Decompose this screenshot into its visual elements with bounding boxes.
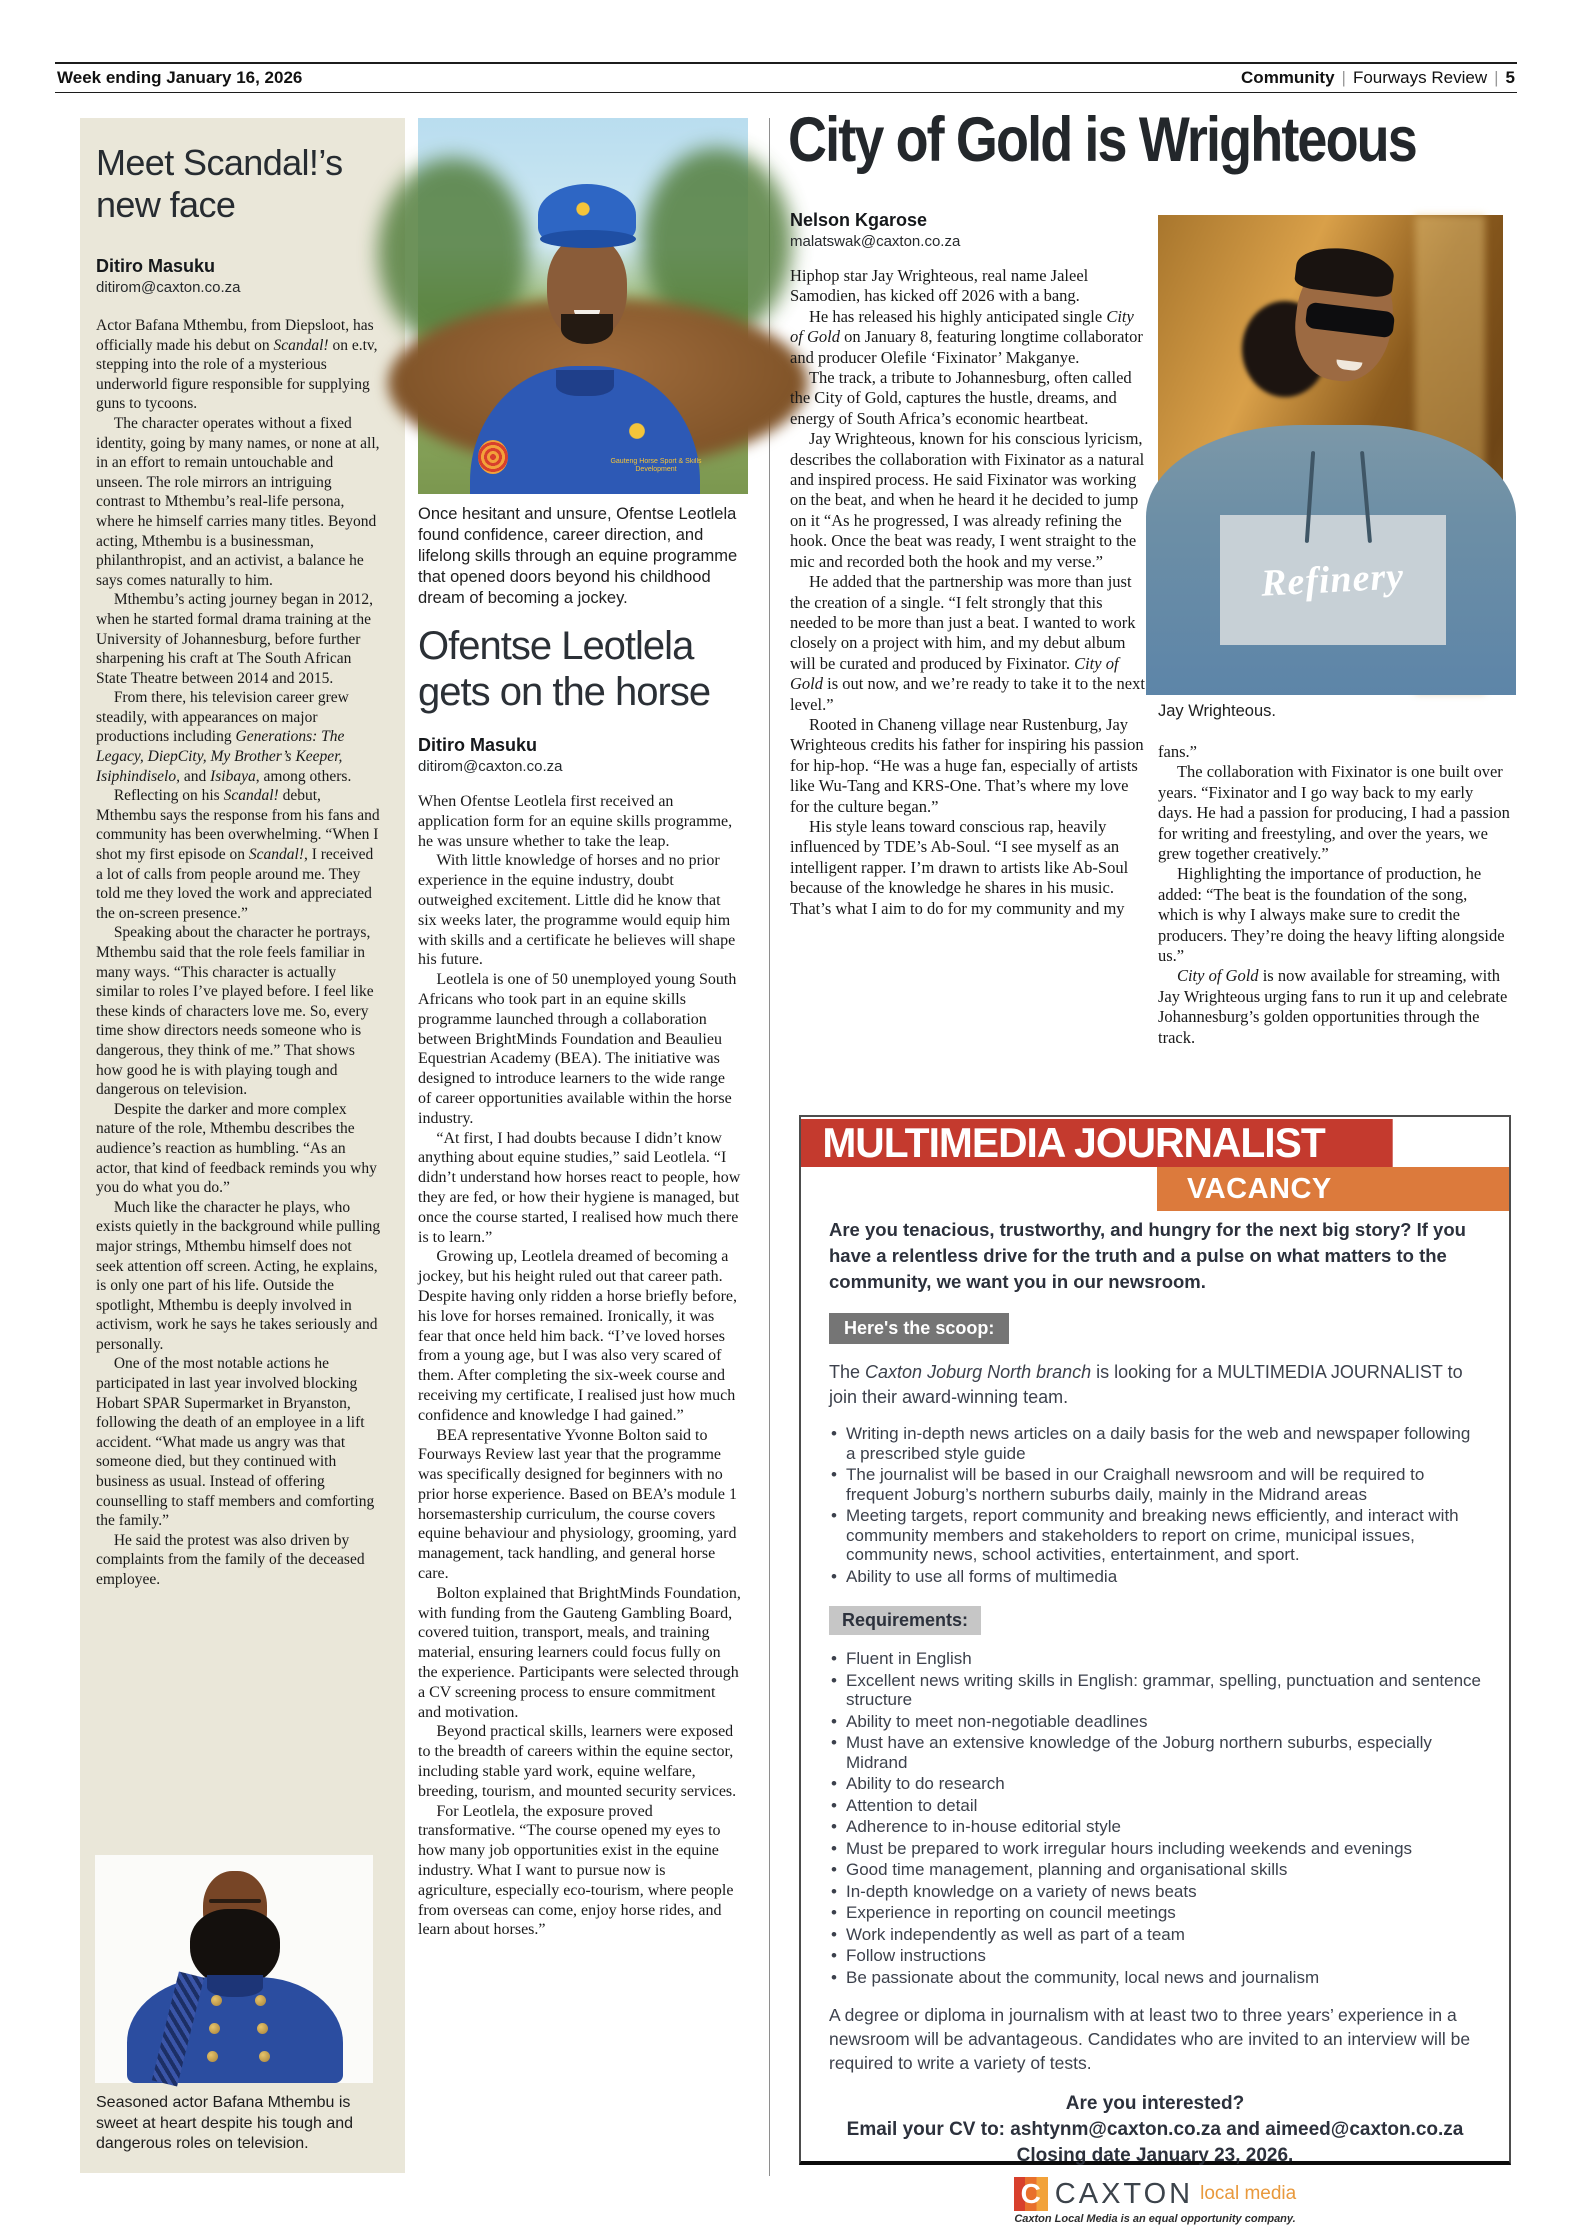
article-city-column-2 xyxy=(1158,742,1510,1072)
article-paragraph: Reflecting on his Scandal! debut, Mthembu says the response from his fans and community has been overwhelming. “When I shot my first episode on Scandal!, I received a lot of calls from people around me. They told me they loved the work and appreciated the on-screen presence.” xyxy=(96,787,380,922)
article-paragraph: He said the protest was also driven by complaints from the family of the deceased employee. xyxy=(96,1531,365,1588)
caxton-logo-letter: C xyxy=(1020,2178,1041,2209)
requirement-item: • Fluent in English xyxy=(829,1649,1481,1669)
article-paragraph: For Leotlela, the exposure proved transformative. “The course opened my eyes to how many job opportunities exist in the equine industry. What I want to pursue now is agriculture, especially eco-tourism, where people from overseas can come, enjoy horse rides, and learn about horses.” xyxy=(418,1802,734,1939)
ad-duties-list xyxy=(829,1424,1481,1586)
article-paragraph: Speaking about the character he portrays, Mthembu said that the role feels familiar in many ways. “This character is actually similar to roles I’ve played before. I feel like these kinds of characters love me. So, every time show directors needs someone who is dangerous, they think of me.” That shows how good he is with playing tough and dangerous on television. xyxy=(96,924,374,1099)
byline-author: Ditiro Masuku xyxy=(418,735,538,755)
article-paragraph: The collaboration with Fixinator is one built over years. “Fixinator and I go way back to my early days. He had a passion for producing, I had a passion for writing and freestyling, and over the years, we grew together creatively.” xyxy=(1158,762,1510,864)
article-paragraph: When Ofentse Leotlela first received an application form for an equine skills programme, he was unsure whether to take the leap. xyxy=(418,793,733,850)
caxton-local-media-label: local media xyxy=(1200,2183,1297,2204)
requirement-item: • Must have an extensive knowledge of the Joburg northern suburbs, especially Midrand xyxy=(829,1733,1481,1772)
duty-item: • The journalist will be based in our Craighall newsroom and will be required to frequent Joburg’s northern suburbs daily, mainly in the Midrand areas xyxy=(829,1465,1481,1504)
article-paragraph: The track, a tribute to Johannesburg, often called the City of Gold, captures the hustle, dreams, and energy of South Africa’s economic heartbeat. xyxy=(790,368,1132,428)
jacket-button xyxy=(259,2051,270,2062)
requirement-item: • Must be prepared to work irregular hours including weekends and evenings xyxy=(829,1839,1481,1859)
ad-contact-block xyxy=(829,2091,1481,2169)
header-pipe: | xyxy=(1494,68,1499,87)
sleeve-patch-icon xyxy=(478,440,508,474)
hoodie-brand-text: Refinery xyxy=(1260,555,1406,605)
jacket-button xyxy=(207,2051,218,2062)
article-paragraph: Hiphop star Jay Wrighteous, real name Jaleel Samodien, has kicked off 2026 with a bang. xyxy=(790,266,1089,306)
header-folio xyxy=(1241,68,1515,88)
header-top-rule xyxy=(55,62,1517,64)
byline-email: ditirom@caxton.co.za xyxy=(96,279,241,296)
vacancy-ad xyxy=(799,1115,1511,2225)
article-scandal-title: Meet Scandal!’s new face xyxy=(96,142,343,225)
jacket-button xyxy=(209,2023,220,2034)
article-city-title: City of Gold is Wrighteous xyxy=(788,105,1416,176)
article-paragraph: fans.” xyxy=(1158,742,1197,761)
bafana-mthembu-photo xyxy=(95,1855,373,2083)
article-paragraph: Highlighting the importance of production, he added: “The beat is the foundation of the song, which is why I always make sure to credit the producers. They’re doing the heavy lifting alongside us.” xyxy=(1158,864,1505,966)
article-city-column-1 xyxy=(790,266,1146,1066)
requirement-item: • Attention to detail xyxy=(829,1796,1481,1816)
requirement-item: • Adherence to in-house editorial style xyxy=(829,1817,1481,1837)
article-equine-body xyxy=(418,792,742,2104)
ad-requirements-list xyxy=(829,1649,1481,1987)
ad-intro-text: Are you tenacious, trustworthy, and hungry for the next big story? If you have a relentless drive for the truth and a pulse on what matters to the community, we want you in our newsroom. xyxy=(829,1219,1466,1292)
ofentse-beard-shape xyxy=(561,314,613,344)
requirement-item: • Excellent news writing skills in English: grammar, spelling, punctuation and sentence structure xyxy=(829,1671,1481,1710)
article-equine-title: Ofentse Leotlela gets on the horse xyxy=(418,624,711,714)
header-section: Community xyxy=(1241,68,1335,87)
article-paragraph: He added that the partnership was more than just the creation of a single. “I felt strongly that this needed to be more than just a beat. I wanted to work closely on a project with him, and my debut album will be curated and produced by Fixinator. City of Gold is out now, and we’re ready to take it to the next level.” xyxy=(790,572,1145,714)
ofentse-collar-shape xyxy=(556,370,614,396)
cap-logo-icon xyxy=(572,198,594,220)
ad-title-banner: MULTIMEDIA JOURNALIST xyxy=(801,1119,1393,1167)
jacket-button xyxy=(257,2023,268,2034)
article-paragraph: Bolton explained that BrightMinds Foundation, with funding from the Gauteng Gambling Board, covered tuition, transport, meals, and training material, ensuring learners could focus fully on the experience. Participants were selected through a CV screening process to ensure commitment and motivation. xyxy=(418,1584,741,1721)
ad-closing-line: Closing date January 23, 2026. xyxy=(1016,2145,1294,2166)
article-paragraph: Actor Bafana Mthembu, from Diepsloot, has officially made his debut on Scandal! on e.tv, stepping into the role of a mysterious underworld figure responsible for supplying guns to tycoons. xyxy=(96,317,378,413)
requirement-item: • Ability to do research xyxy=(829,1774,1481,1794)
requirement-item: • Experience in reporting on council meetings xyxy=(829,1903,1481,1923)
article-paragraph: “At first, I had doubts because I didn’t know anything about equine studies,” said Leotlela. “I didn’t understand how horses react to people, how they are fed, or how their hygiene is managed, but once the course started, I realised how much there is to learn.” xyxy=(418,1129,741,1246)
header-pipe: | xyxy=(1341,68,1346,87)
jay-wrighteous-photo xyxy=(1158,215,1503,693)
ofentse-leotlela-photo xyxy=(418,118,748,494)
caxton-logo-icon xyxy=(1014,2177,1048,2211)
ad-body xyxy=(801,1117,1509,2225)
article-paragraph: With little knowledge of horses and no prior experience in the equine industry, doubt outweighed excitement. Little did he know that six weeks later, the programme would equip him with skills and a certificate he believes will shape his future. xyxy=(418,852,736,969)
header-date: Week ending January 16, 2026 xyxy=(57,68,303,87)
bafana-glasses-shape xyxy=(209,1899,261,1903)
byline-block xyxy=(96,256,387,296)
ad-interested-heading: Are you interested? xyxy=(1065,2093,1245,2114)
requirement-item: • Follow instructions xyxy=(829,1946,1481,1966)
shirt-logo-icon xyxy=(624,418,650,444)
header-publication: Fourways Review xyxy=(1352,68,1488,87)
article-paragraph: The character operates without a fixed identity, going by many names, or none at all, in an effort to remain untouchable and unseen. The role mirrors an intriguing contrast to Mthembu’s real-life persona, where he himself carries many titles. Beyond acting, Mthembu is a businessman, philanthropist, and an activist, a balance he says comes naturally to him. xyxy=(96,414,380,589)
article-paragraph: His style leans toward conscious rap, heavily influenced by TDE’s Ab-Soul. “I see myself as an intelligent rapper. I’m drawn to artists like Ab-Soul because of the knowledge he shares in his music. That’s what I aim to do for my community and my xyxy=(790,816,1129,918)
ad-outro-text: A degree or diploma in journalism with at least two to three years’ experience in a newsroom will be advantageous. Candidates who are invited to an interview will be required to write a variety of tests. xyxy=(829,2005,1471,2073)
ad-email-line: Email your CV to: ashtynm@caxton.co.za and aimeed@caxton.co.za xyxy=(846,2119,1464,2140)
bafana-photo-caption: Seasoned actor Bafana Mthembu is sweet at heart despite his tough and dangerous roles on television. xyxy=(96,2094,354,2152)
article-paragraph: City of Gold is now available for streaming, with Jay Wrighteous urging fans to run it up and celebrate Johannesburg’s golden opportunities through the track. xyxy=(1158,966,1508,1047)
jay-photo-caption: Jay Wrighteous. xyxy=(1158,702,1276,720)
requirement-item: • Ability to meet non-negotiable deadlines xyxy=(829,1712,1481,1732)
jay-hoodie-panel-shape xyxy=(1220,515,1446,645)
requirement-item: • Good time management, planning and organisational skills xyxy=(829,1860,1481,1880)
caxton-logo xyxy=(829,2177,1481,2211)
duty-item: • Ability to use all forms of multimedia xyxy=(829,1567,1481,1587)
ad-scoop-label: Here's the scoop: xyxy=(829,1313,1009,1344)
ad-vacancy-banner: VACANCY xyxy=(1157,1167,1509,1211)
header-bottom-rule xyxy=(55,92,1517,93)
article-equine xyxy=(418,118,748,2104)
byline-email: malatswak@caxton.co.za xyxy=(790,233,961,250)
article-paragraph: BEA representative Yvonne Bolton said to Fourways Review last year that the programme was specifically designed for beginners with no prior horse experience. Based on BEA’s module 1 horsemastership curriculum, the course covers equine behaviour and physiology, grooming, yard management, tack handling, and general horse care. xyxy=(418,1426,738,1583)
article-paragraph: Much like the character he plays, who exists quietly in the background while pulling major strings, Mthembu himself does not seek attention off screen. Acting, he explains, is only one part of his life. Outside the spotlight, Mthembu is deeply involved in activism, work he says he takes seriously and personally. xyxy=(96,1198,381,1353)
requirement-item: • Be passionate about the community, local news and journalism xyxy=(829,1968,1481,1988)
article-paragraph: Despite the darker and more complex nature of the role, Mthembu describes the audience’s reaction as humbling. “As an actor, that kind of feedback reminds you why you do what you do.” xyxy=(96,1100,377,1197)
article-paragraph: Beyond practical skills, learners were exposed to the breadth of careers within the equine sector, including stable yard work, equine welfare, breeding, tourism, and mounted security services. xyxy=(418,1723,737,1800)
byline-block xyxy=(418,735,748,775)
ofentse-photo-caption: Once hesitant and unsure, Ofentse Leotlela found confidence, career direction, and lifelong skills through an equine programme that opened doors beyond his childhood dream of becoming a jockey. xyxy=(418,505,738,607)
header-page-number: 5 xyxy=(1505,68,1515,87)
ad-scoop-paragraph: The Caxton Joburg North branch is looking for a MULTIMEDIA JOURNALIST to join their award-winning team. xyxy=(829,1362,1463,1407)
article-paragraph: Rooted in Chaneng village near Rustenburg, Jay Wrighteous credits his father for inspiring his passion for hip-hop. “He was a huge fan, especially of artists like Wu-Tang and KRS-One. That’s where my love for the culture began.” xyxy=(790,714,1144,816)
article-paragraph: From there, his television career grew steadily, with appearances on major productions including Generations: The Legacy, DiepCity, My Brother’s Keeper, Isiphindiselo, and Isibaya, among others. xyxy=(96,689,352,785)
duty-item: • Writing in-depth news articles on a daily basis for the web and newspaper following a prescribed style guide xyxy=(829,1424,1481,1463)
ofentse-cap-brim-shape xyxy=(540,230,636,248)
article-paragraph: He has released his highly anticipated single City of Gold on January 8, featuring longtime collaborator and producer Olefile ‘Fixinator’ Makganye. xyxy=(790,306,1143,367)
requirement-item: • Work independently as well as part of a team xyxy=(829,1925,1481,1945)
byline-author: Ditiro Masuku xyxy=(96,256,216,276)
ad-requirements-label: Requirements: xyxy=(829,1606,981,1635)
article-paragraph: Jay Wrighteous, known for his conscious lyricism, describes the collaboration with Fixinator as a natural and inspired process. He said Fixinator was working on the beat, and when he heard it he decided to jump on it “As he progressed, I was already refining the hook. Once the beat was ready, I went straight to the mic and recorded both the hook and my verse.” xyxy=(790,429,1145,571)
ad-equal-opportunity-line: Caxton Local Media is an equal opportunity company. xyxy=(1014,2213,1296,2225)
article-scandal-body xyxy=(96,316,383,1816)
duty-item: • Meeting targets, report community and breaking news efficiently, and interact with community members and stakeholders to report on crime, municipal issues, community news, school activities, entertainment, and sport. xyxy=(829,1506,1481,1565)
jacket-button xyxy=(255,1995,266,2006)
requirement-item: • In-depth knowledge on a variety of news beats xyxy=(829,1882,1481,1902)
article-scandal xyxy=(80,118,405,2173)
bafana-collar-shape xyxy=(207,1975,263,1997)
article-paragraph: Growing up, Leotlela dreamed of becoming a jockey, but his height ruled out that career path. Despite having only ridden a horse briefly before, his love for horses remained. Ironically, it was fear that once held him back. “I’ve loved horses from a young age, but I was also very scared of them. After completing the six-week course and receiving my certificate, I realised just how much confidence and knowledge I had gained.” xyxy=(418,1248,738,1424)
caxton-wordmark: CAXTON xyxy=(1054,2177,1194,2210)
byline-block xyxy=(790,210,960,250)
article-paragraph: One of the most notable actions he participated in last year involved blocking Hobart SPAR Supermarket in Bryanston, following the death of an employee in a lift accident. “What made us angry was that someone died, but they continued with business as usual. Instead of offering counselling to staff members and comforting the family.” xyxy=(96,1355,375,1530)
article-paragraph: Mthembu’s acting journey began in 2012, when he started formal drama training at the University of Johannesburg, before further sharpening his craft at The South African State Theatre between 2014 and 2015. xyxy=(96,591,373,687)
jacket-button xyxy=(211,1995,222,2006)
shirt-text: Gauteng Horse Sport & Skills Development xyxy=(610,458,702,473)
byline-author: Nelson Kgarose xyxy=(790,210,928,230)
article-paragraph: Leotlela is one of 50 unemployed young South Africans who took part in an equine skills programme launched through a collaboration between BrightMinds Foundation and Beaulieu Equestrian Academy (BEA). The initiative was designed to introduce learners to the wide range of career opportunities available within the horse industry. xyxy=(418,971,737,1127)
byline-email: ditirom@caxton.co.za xyxy=(418,758,563,775)
